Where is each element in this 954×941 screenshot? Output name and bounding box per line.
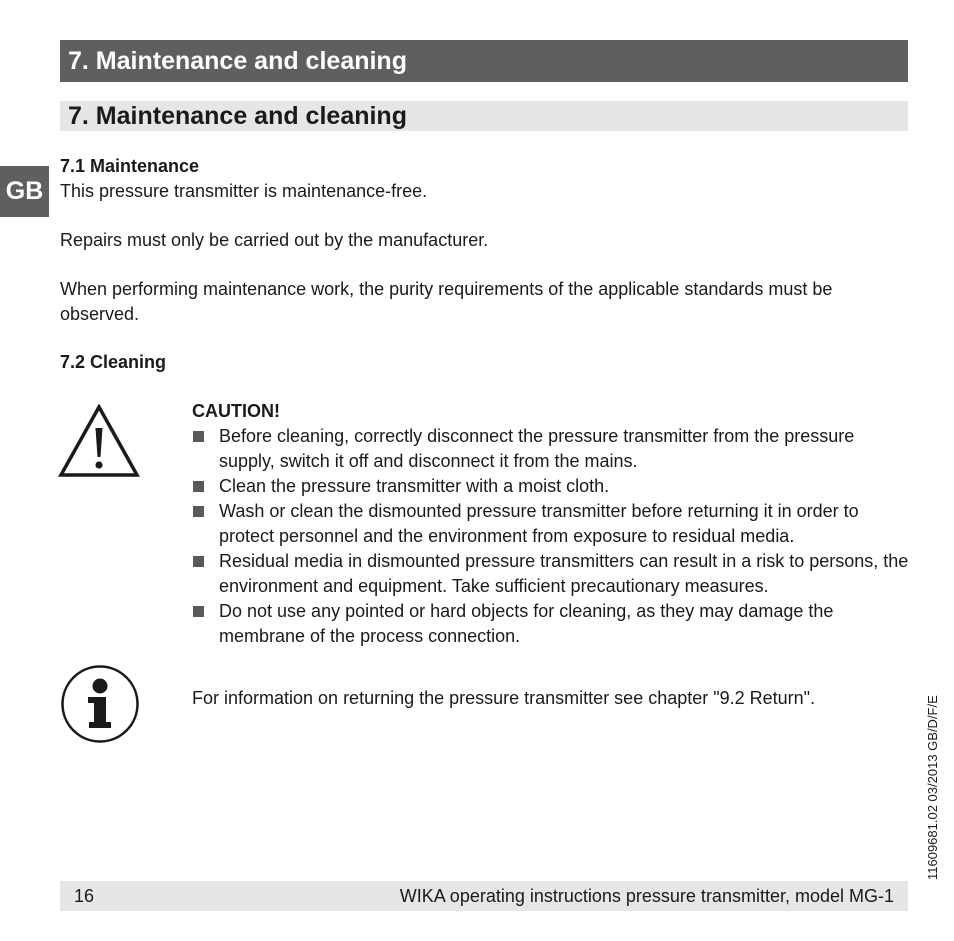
list-item xyxy=(192,499,912,549)
list-item-text: Before cleaning, correctly disconnect the pressure transmitter from the pressure supply, switch it off and disconnect it from the mains. xyxy=(219,426,855,471)
section-bar: 7. Maintenance and cleaning xyxy=(60,40,908,82)
document-code: 11609681.02 03/2013 GB/D/F/E xyxy=(925,695,940,880)
maintenance-section xyxy=(60,154,910,204)
maintenance-paragraph-1: This pressure transmitter is maintenance-free. xyxy=(60,181,428,201)
caution-list xyxy=(192,424,912,649)
caution-label: CAUTION! xyxy=(192,401,280,421)
maintenance-paragraph-3: When performing maintenance work, the purity requirements of the applicable standards must be observed. xyxy=(60,279,833,324)
page-footer xyxy=(60,881,908,911)
page-number: 16 xyxy=(74,886,95,906)
list-item-text: Wash or clean the dismounted pressure transmitter before returning it in order to protect personnel and the environment from exposure to residual media. xyxy=(219,501,859,546)
bullet-square-icon xyxy=(193,556,204,567)
list-item xyxy=(192,599,912,649)
maintenance-heading: 7.1 Maintenance xyxy=(60,156,200,176)
document-title: WIKA operating instructions pressure transmitter, model MG-1 xyxy=(399,886,894,906)
list-item-text: Clean the pressure transmitter with a moist cloth. xyxy=(219,476,610,496)
bullet-square-icon xyxy=(193,506,204,517)
info-text: For information on returning the pressure transmitter see chapter "9.2 Return". xyxy=(192,688,816,708)
bullet-square-icon xyxy=(193,481,204,492)
language-tab: GB xyxy=(0,166,49,217)
warning-triangle-icon xyxy=(58,404,140,478)
chapter-title: 7. Maintenance and cleaning xyxy=(60,101,908,131)
information-icon xyxy=(60,664,140,744)
list-item xyxy=(192,474,912,499)
list-item xyxy=(192,549,912,599)
maintenance-paragraph-2: Repairs must only be carried out by the manufacturer. xyxy=(60,230,489,250)
cleaning-heading: 7.2 Cleaning xyxy=(60,352,167,372)
list-item-text: Do not use any pointed or hard objects for cleaning, as they may damage the membrane of the process connection. xyxy=(219,601,834,646)
list-item xyxy=(192,424,912,474)
list-item-text: Residual media in dismounted pressure transmitters can result in a risk to persons, the environment and equipment. Take sufficient precautionary measures. xyxy=(219,551,909,596)
bullet-square-icon xyxy=(193,431,204,442)
bullet-square-icon xyxy=(193,606,204,617)
